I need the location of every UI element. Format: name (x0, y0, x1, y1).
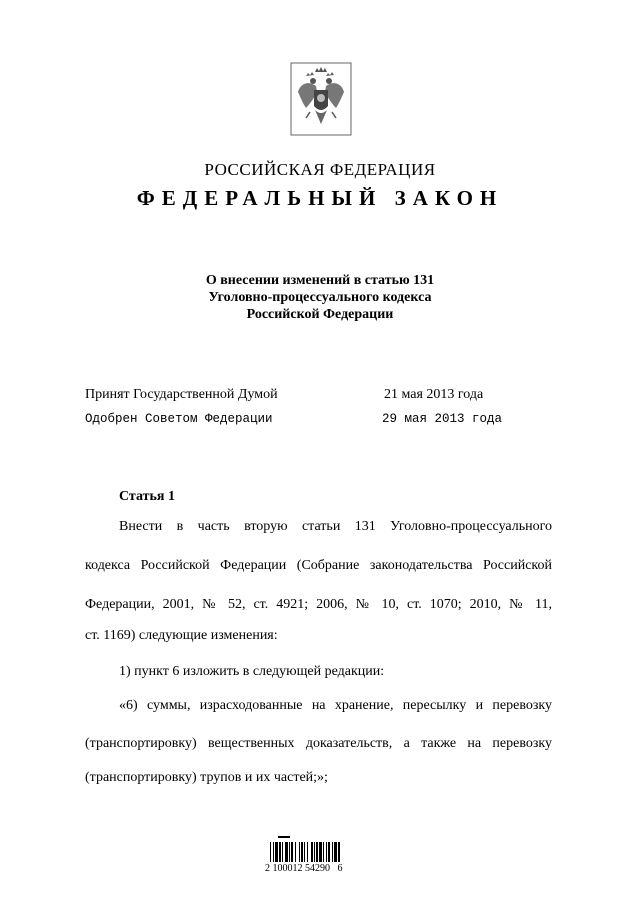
article-text-line: (транспортировку) вещественных доказательств, а также на перевозку (85, 736, 552, 751)
duma-adoption-label: Принят Государственной Думой (85, 387, 278, 402)
council-approval-label: Одобрен Советом Федерации (85, 412, 273, 426)
article-text-line: кодекса Российской Федерации (Собрание законодательства Российской (85, 558, 552, 573)
barcode-number: 2 100012 54290 6 (265, 863, 343, 874)
article-text-line: «6) суммы, израсходованные на хранение, пересылку и перевозку (119, 698, 552, 713)
coat-of-arms-icon (290, 62, 352, 136)
article-text-line: (транспортировку) трупов и их частей;»; (85, 770, 328, 785)
council-approval-date: 29 мая 2013 года (382, 412, 503, 426)
article-text-line: 1) пункт 6 изложить в следующей редакции: (119, 664, 385, 679)
law-title-line: Уголовно-процессуального кодекса (208, 290, 432, 305)
law-title-line: О внесении изменений в статью 131 (205, 273, 435, 288)
law-title (0, 272, 640, 323)
article-text-line: Внести в часть вторую статьи 131 Уголовно-процессуального (119, 519, 552, 534)
duma-adoption-date: 21 мая 2013 года (384, 387, 484, 402)
article-text-line: Федерации, 2001, № 52, ст. 4921; 2006, № 10, ст. 1070; 2010, № 11, (85, 597, 552, 612)
document-type-heading: ФЕДЕРАЛЬНЫЙ ЗАКОН (136, 186, 504, 210)
country-heading: РОССИЙСКАЯ ФЕДЕРАЦИЯ (204, 160, 436, 179)
article-heading: Статья 1 (119, 489, 175, 504)
law-title-line: Российской Федерации (246, 307, 394, 322)
article-text-line: ст. 1169) следующие изменения: (85, 628, 278, 643)
